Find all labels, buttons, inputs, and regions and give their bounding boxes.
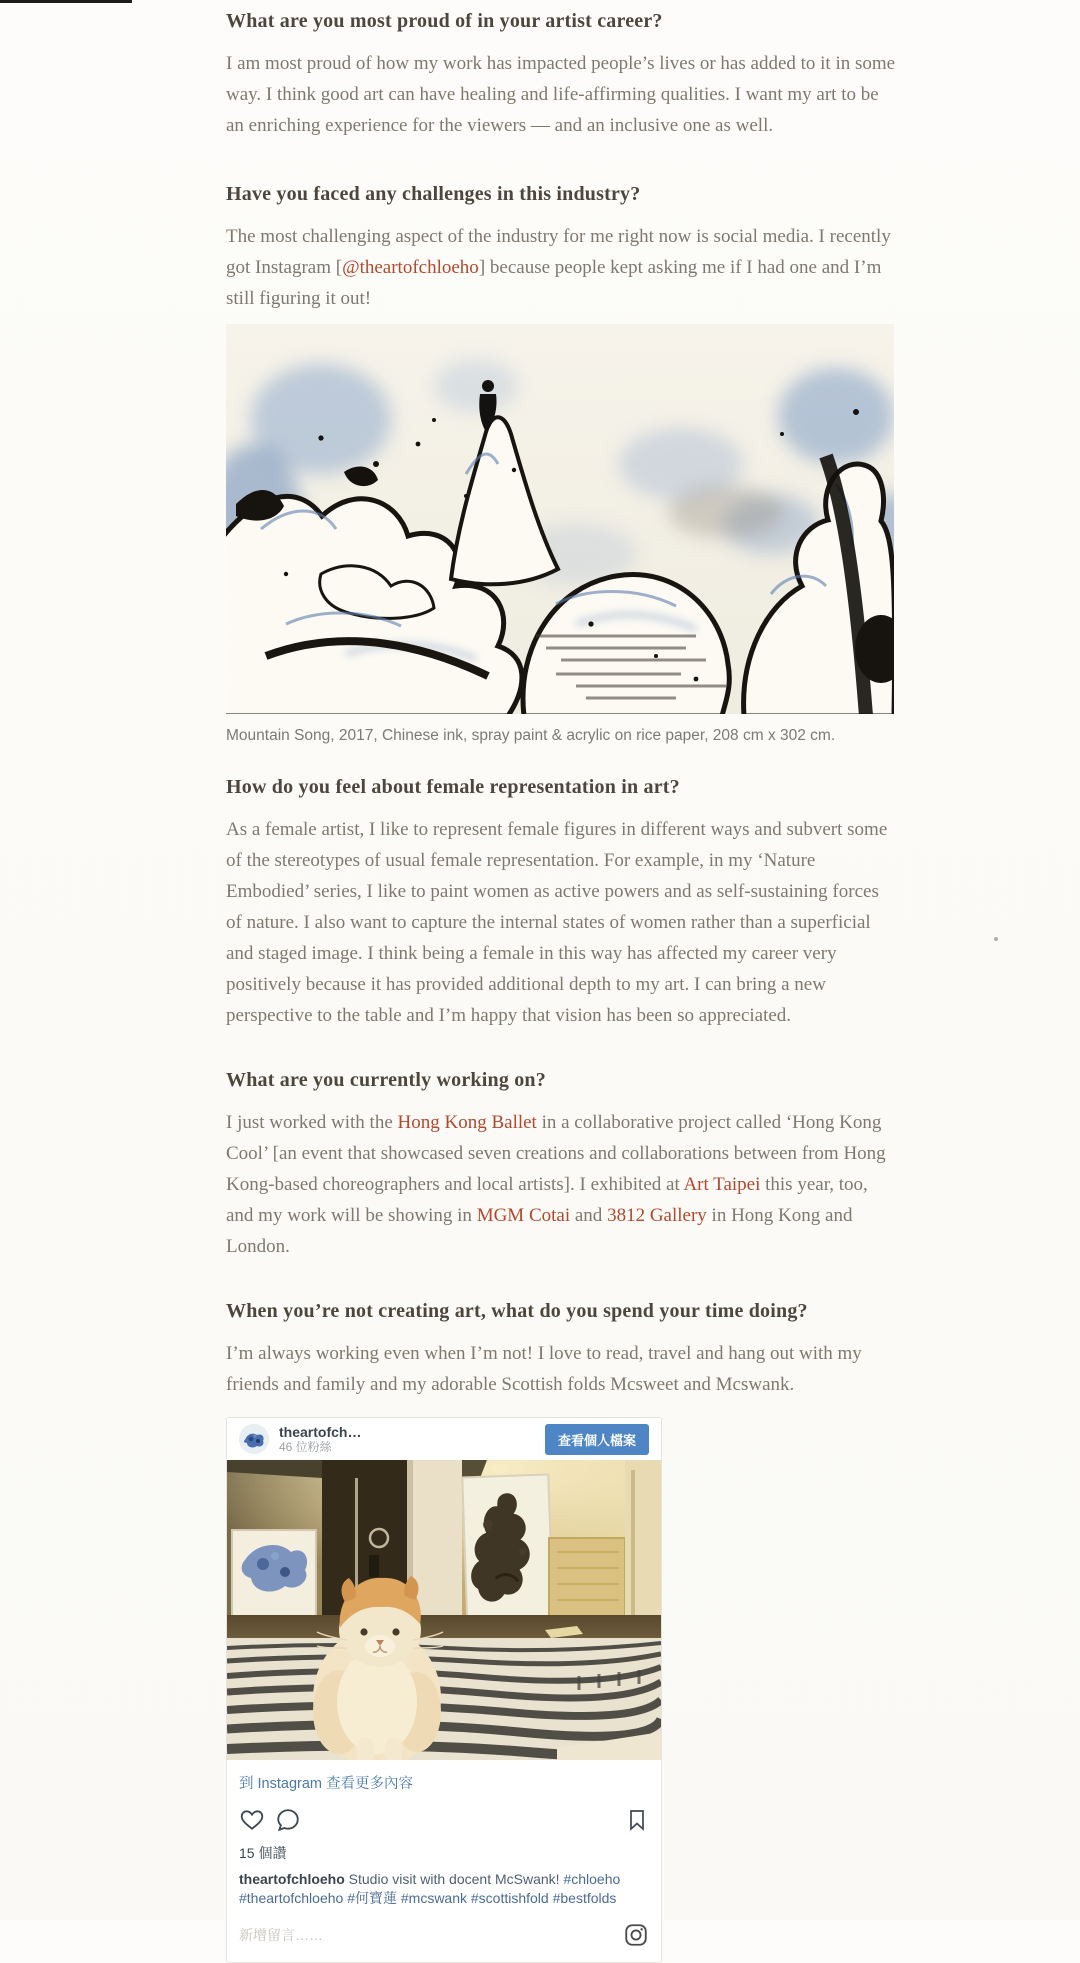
answer-paragraph-challenges (226, 221, 896, 314)
view-more-on-instagram-link[interactable]: 到 Instagram 查看更多內容 (239, 1776, 414, 1792)
caption-username-link[interactable]: theartofchloeho (239, 1871, 345, 1887)
instagram-caption (239, 1870, 649, 1908)
answer-text: and (570, 1205, 608, 1226)
add-comment-field[interactable]: 新增留言…… (239, 1927, 323, 1943)
gallery-3812-link[interactable]: 3812 Gallery (607, 1205, 707, 1226)
question-heading-representation: How do you feel about female representation in art? (226, 776, 680, 798)
likes-count[interactable]: 15 個讚 (239, 1845, 287, 1861)
question-heading-challenges: Have you faced any challenges in this industry? (226, 183, 641, 205)
hong-kong-ballet-link[interactable]: Hong Kong Ballet (397, 1112, 537, 1133)
avatar-image (239, 1424, 269, 1454)
question-heading-free-time: When you’re not creating art, what do you spend your time doing? (226, 1300, 808, 1322)
answer-text: in Hong Kong and London. (226, 1205, 853, 1257)
answer-paragraph-working-on (226, 1107, 896, 1262)
mountain-song-artwork-image (226, 324, 894, 714)
answer-text: in a collaborative project called ‘Hong Kong Cool’ [an event that showcased seven creations and collaborations between from Hong Kong-based choreographers and local artists]. I exhibited at (226, 1112, 886, 1195)
artwork-caption: Mountain Song, 2017, Chinese ink, spray paint & acrylic on rice paper, 208 cm x 302 cm. (226, 727, 836, 744)
like-heart-icon[interactable] (239, 1807, 265, 1833)
art-taipei-link[interactable]: Art Taipei (683, 1174, 761, 1195)
bookmark-icon[interactable] (625, 1808, 649, 1832)
instagram-photo-cat-studio[interactable] (227, 1460, 661, 1760)
artwork-figure (226, 324, 894, 746)
scan-artifact-line (0, 0, 132, 3)
comment-icon[interactable] (275, 1807, 301, 1833)
instagram-user-block (279, 1424, 545, 1454)
instagram-username[interactable]: theartofch… (279, 1424, 362, 1440)
mgm-cotai-link[interactable]: MGM Cotai (476, 1205, 571, 1226)
answer-text: this year, too, and my work will be showing in (226, 1174, 868, 1226)
answer-text: I just worked with the (226, 1112, 398, 1133)
instagram-logo-icon[interactable] (623, 1922, 649, 1948)
instagram-followers: 46 位粉絲 (279, 1440, 332, 1454)
caption-text: Studio visit with docent McSwank! (344, 1871, 564, 1887)
instagram-embed-header (227, 1418, 661, 1460)
instagram-embed-card (226, 1417, 662, 1963)
article (226, 0, 896, 1963)
avatar[interactable] (239, 1424, 269, 1454)
caption-hashtags[interactable]: #chloeho #theartofchloeho #何寶蓮 #mcswank #scottishfold #bestfolds (239, 1871, 621, 1906)
cat-studio-photo-image (227, 1460, 661, 1760)
instagram-embed-body (227, 1772, 661, 1962)
question-heading-proud: What are you most proud of in your artist career? (226, 10, 663, 32)
instagram-handle-link[interactable]: @theartofchloeho (342, 257, 479, 278)
answer-paragraph-proud: I am most proud of how my work has impacted people’s lives or has added to it in some way. I think good art can have healing and life-affirming qualities. I want my art to be an enriching experience for the viewers — and an inclusive one as well. (226, 53, 896, 136)
view-profile-button[interactable]: 查看個人檔案 (545, 1424, 649, 1455)
answer-paragraph-representation: As a female artist, I like to represent female figures in different ways and subvert some of the stereotypes of usual female representation. For example, in my ‘Nature Embodied’ series, I like to paint women as active powers and as self-sustaining forces of nature. I also want to capture the internal states of women rather than a superficial and staged image. I think being a female in this way has affected my career very positively because it has provided additional depth to my art. I can bring a new perspective to the table and I’m happy that vision has been so appreciated. (226, 819, 888, 1026)
answer-paragraph-free-time: I’m always working even when I’m not! I love to read, travel and hang out with my friends and family and my adorable Scottish folds Mcsweet and Mcswank. (226, 1343, 862, 1395)
answer-text: The most challenging aspect of the industry for me right now is social media. I recently got Instagram [ (226, 226, 891, 278)
answer-text: ] because people kept asking me if I had one and I’m still figuring it out! (226, 257, 882, 309)
instagram-action-bar (239, 1807, 649, 1833)
question-heading-working-on: What are you currently working on? (226, 1069, 546, 1091)
scan-artifact-speck (994, 937, 998, 941)
add-comment-row (239, 1922, 649, 1962)
